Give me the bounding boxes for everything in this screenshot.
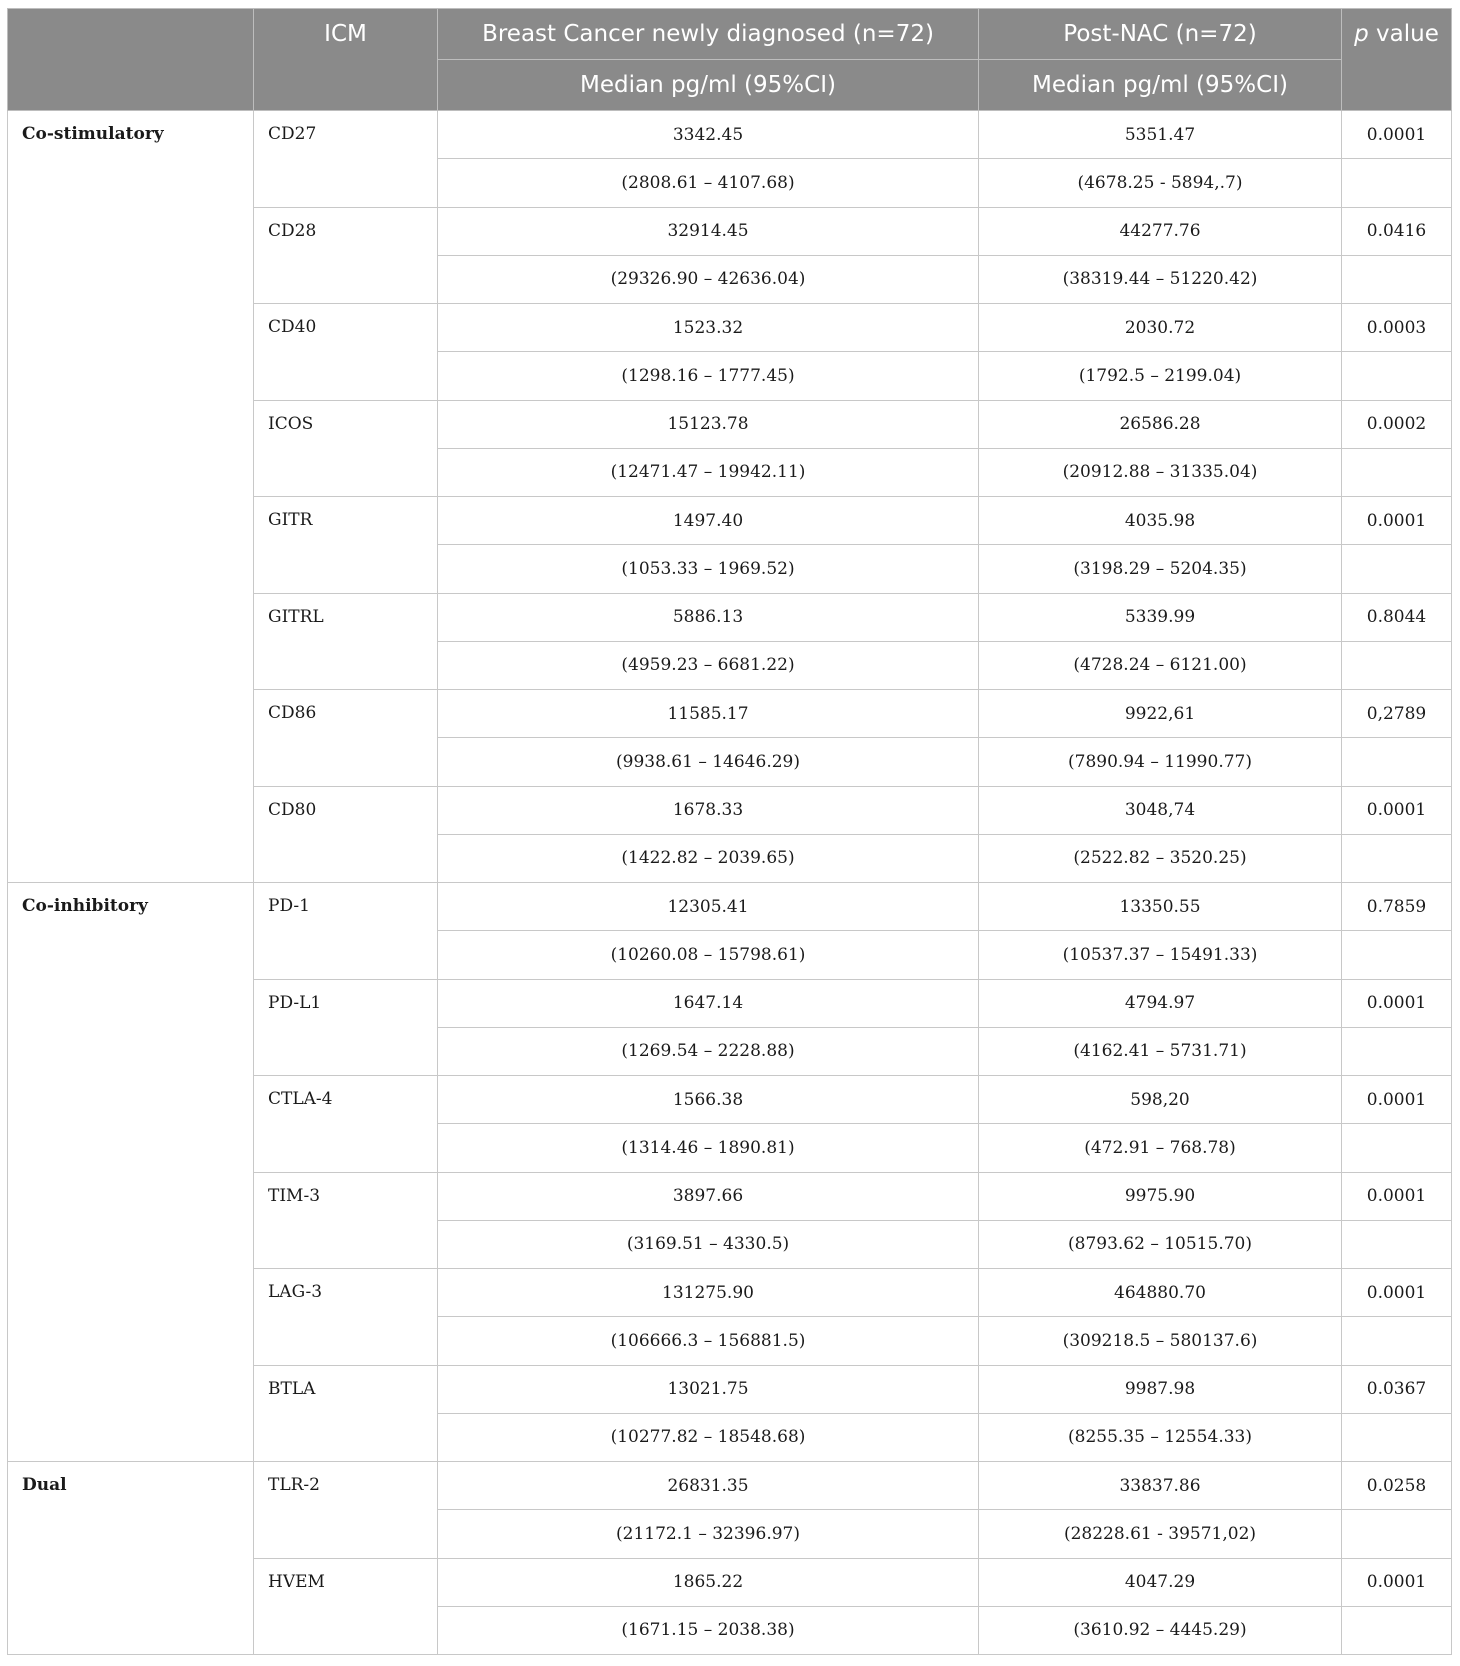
group-label: Co-stimulatory bbox=[8, 111, 254, 883]
p-value: 0.0001 bbox=[1342, 979, 1452, 1027]
p-value: 0,2789 bbox=[1342, 690, 1452, 738]
bc-median: 1678.33 bbox=[438, 786, 979, 834]
table-row bbox=[8, 883, 1452, 931]
bc-ci: (12471.47 – 19942.11) bbox=[438, 448, 979, 496]
header-breast-cancer-median: Median pg/ml (95%CI) bbox=[438, 60, 979, 111]
post-median: 4047.29 bbox=[979, 1558, 1342, 1606]
table-row bbox=[8, 1462, 1452, 1510]
post-ci: (10537.37 – 15491.33) bbox=[979, 931, 1342, 979]
bc-ci: (3169.51 – 4330.5) bbox=[438, 1220, 979, 1268]
bc-median: 1566.38 bbox=[438, 1076, 979, 1124]
icm-name: CD40 bbox=[254, 304, 438, 401]
p-value: 0.0001 bbox=[1342, 786, 1452, 834]
bc-ci: (29326.90 – 42636.04) bbox=[438, 255, 979, 303]
bc-ci: (10277.82 – 18548.68) bbox=[438, 1413, 979, 1461]
p-value-empty bbox=[1342, 1124, 1452, 1172]
bc-median: 12305.41 bbox=[438, 883, 979, 931]
post-ci: (38319.44 – 51220.42) bbox=[979, 255, 1342, 303]
p-value: 0.8044 bbox=[1342, 593, 1452, 641]
post-median: 5339.99 bbox=[979, 593, 1342, 641]
bc-ci: (1422.82 – 2039.65) bbox=[438, 834, 979, 882]
p-value-empty bbox=[1342, 352, 1452, 400]
bc-ci: (10260.08 – 15798.61) bbox=[438, 931, 979, 979]
bc-median: 13021.75 bbox=[438, 1365, 979, 1413]
bc-ci: (21172.1 – 32396.97) bbox=[438, 1510, 979, 1558]
post-ci: (7890.94 – 11990.77) bbox=[979, 738, 1342, 786]
icm-name: PD-1 bbox=[254, 883, 438, 980]
post-ci: (4728.24 – 6121.00) bbox=[979, 641, 1342, 689]
p-value-empty bbox=[1342, 448, 1452, 496]
post-ci: (8793.62 – 10515.70) bbox=[979, 1220, 1342, 1268]
bc-median: 26831.35 bbox=[438, 1462, 979, 1510]
p-value-empty bbox=[1342, 1606, 1452, 1654]
post-median: 9975.90 bbox=[979, 1172, 1342, 1220]
icm-name: CD86 bbox=[254, 690, 438, 787]
group-label: Co-inhibitory bbox=[8, 883, 254, 1462]
p-value-empty bbox=[1342, 255, 1452, 303]
header-p-italic: p bbox=[1354, 21, 1369, 47]
p-value-empty bbox=[1342, 1510, 1452, 1558]
p-value-empty bbox=[1342, 1027, 1452, 1075]
p-value: 0.0258 bbox=[1342, 1462, 1452, 1510]
bc-median: 1523.32 bbox=[438, 304, 979, 352]
icm-name: GITR bbox=[254, 497, 438, 594]
p-value: 0.0003 bbox=[1342, 304, 1452, 352]
post-median: 2030.72 bbox=[979, 304, 1342, 352]
p-value-empty bbox=[1342, 1220, 1452, 1268]
bc-median: 1865.22 bbox=[438, 1558, 979, 1606]
icm-name: PD-L1 bbox=[254, 979, 438, 1076]
bc-ci: (1269.54 – 2228.88) bbox=[438, 1027, 979, 1075]
bc-ci: (1053.33 – 1969.52) bbox=[438, 545, 979, 593]
post-ci: (8255.35 – 12554.33) bbox=[979, 1413, 1342, 1461]
post-ci: (3198.29 – 5204.35) bbox=[979, 545, 1342, 593]
bc-median: 32914.45 bbox=[438, 207, 979, 255]
post-median: 5351.47 bbox=[979, 111, 1342, 159]
icm-name: TIM-3 bbox=[254, 1172, 438, 1269]
bc-ci: (4959.23 – 6681.22) bbox=[438, 641, 979, 689]
header-post-nac-group: Post-NAC (n=72) bbox=[979, 9, 1342, 60]
icm-name: CD80 bbox=[254, 786, 438, 883]
bc-ci: (1671.15 – 2038.38) bbox=[438, 1606, 979, 1654]
bc-median: 3897.66 bbox=[438, 1172, 979, 1220]
icm-name: CD27 bbox=[254, 111, 438, 208]
post-ci: (28228.61 - 39571,02) bbox=[979, 1510, 1342, 1558]
p-value: 0.0001 bbox=[1342, 1269, 1452, 1317]
bc-ci: (1298.16 – 1777.45) bbox=[438, 352, 979, 400]
icm-name: CTLA-4 bbox=[254, 1076, 438, 1173]
post-median: 4794.97 bbox=[979, 979, 1342, 1027]
post-median: 598,20 bbox=[979, 1076, 1342, 1124]
post-ci: (2522.82 – 3520.25) bbox=[979, 834, 1342, 882]
post-median: 13350.55 bbox=[979, 883, 1342, 931]
post-median: 44277.76 bbox=[979, 207, 1342, 255]
bc-median: 131275.90 bbox=[438, 1269, 979, 1317]
post-median: 4035.98 bbox=[979, 497, 1342, 545]
table-row bbox=[8, 111, 1452, 159]
bc-median: 1497.40 bbox=[438, 497, 979, 545]
header-p-value bbox=[1342, 9, 1452, 111]
p-value: 0.0002 bbox=[1342, 400, 1452, 448]
icm-name: TLR-2 bbox=[254, 1462, 438, 1559]
header-icm: ICM bbox=[254, 9, 438, 111]
post-ci: (1792.5 – 2199.04) bbox=[979, 352, 1342, 400]
p-value: 0.0001 bbox=[1342, 1558, 1452, 1606]
header-p-rest: value bbox=[1368, 21, 1439, 47]
post-ci: (4678.25 - 5894,.7) bbox=[979, 159, 1342, 207]
p-value-empty bbox=[1342, 834, 1452, 882]
bc-median: 3342.45 bbox=[438, 111, 979, 159]
header-category bbox=[8, 9, 254, 111]
post-median: 464880.70 bbox=[979, 1269, 1342, 1317]
p-value: 0.0001 bbox=[1342, 1076, 1452, 1124]
p-value: 0.0367 bbox=[1342, 1365, 1452, 1413]
post-median: 3048,74 bbox=[979, 786, 1342, 834]
p-value: 0.0416 bbox=[1342, 207, 1452, 255]
p-value: 0.7859 bbox=[1342, 883, 1452, 931]
bc-ci: (9938.61 – 14646.29) bbox=[438, 738, 979, 786]
bc-median: 5886.13 bbox=[438, 593, 979, 641]
p-value: 0.0001 bbox=[1342, 111, 1452, 159]
group-label: Dual bbox=[8, 1462, 254, 1655]
p-value-empty bbox=[1342, 545, 1452, 593]
bc-median: 1647.14 bbox=[438, 979, 979, 1027]
p-value-empty bbox=[1342, 159, 1452, 207]
post-ci: (3610.92 – 4445.29) bbox=[979, 1606, 1342, 1654]
icm-name: CD28 bbox=[254, 207, 438, 304]
post-ci: (20912.88 – 31335.04) bbox=[979, 448, 1342, 496]
bc-ci: (2808.61 – 4107.68) bbox=[438, 159, 979, 207]
bc-median: 15123.78 bbox=[438, 400, 979, 448]
header-post-nac-median: Median pg/ml (95%CI) bbox=[979, 60, 1342, 111]
icm-name: GITRL bbox=[254, 593, 438, 690]
icm-name: HVEM bbox=[254, 1558, 438, 1655]
post-median: 9987.98 bbox=[979, 1365, 1342, 1413]
bc-ci: (106666.3 – 156881.5) bbox=[438, 1317, 979, 1365]
p-value: 0.0001 bbox=[1342, 1172, 1452, 1220]
bc-median: 11585.17 bbox=[438, 690, 979, 738]
icm-name: BTLA bbox=[254, 1365, 438, 1462]
p-value-empty bbox=[1342, 641, 1452, 689]
icm-results-table bbox=[7, 8, 1452, 1655]
p-value-empty bbox=[1342, 1413, 1452, 1461]
post-median: 9922,61 bbox=[979, 690, 1342, 738]
post-ci: (472.91 – 768.78) bbox=[979, 1124, 1342, 1172]
post-ci: (309218.5 – 580137.6) bbox=[979, 1317, 1342, 1365]
bc-ci: (1314.46 – 1890.81) bbox=[438, 1124, 979, 1172]
table-body bbox=[8, 111, 1452, 1655]
p-value-empty bbox=[1342, 738, 1452, 786]
icm-name: LAG-3 bbox=[254, 1269, 438, 1366]
post-ci: (4162.41 – 5731.71) bbox=[979, 1027, 1342, 1075]
post-median: 33837.86 bbox=[979, 1462, 1342, 1510]
icm-name: ICOS bbox=[254, 400, 438, 497]
p-value: 0.0001 bbox=[1342, 497, 1452, 545]
p-value-empty bbox=[1342, 931, 1452, 979]
p-value-empty bbox=[1342, 1317, 1452, 1365]
post-median: 26586.28 bbox=[979, 400, 1342, 448]
header-breast-cancer-group: Breast Cancer newly diagnosed (n=72) bbox=[438, 9, 979, 60]
